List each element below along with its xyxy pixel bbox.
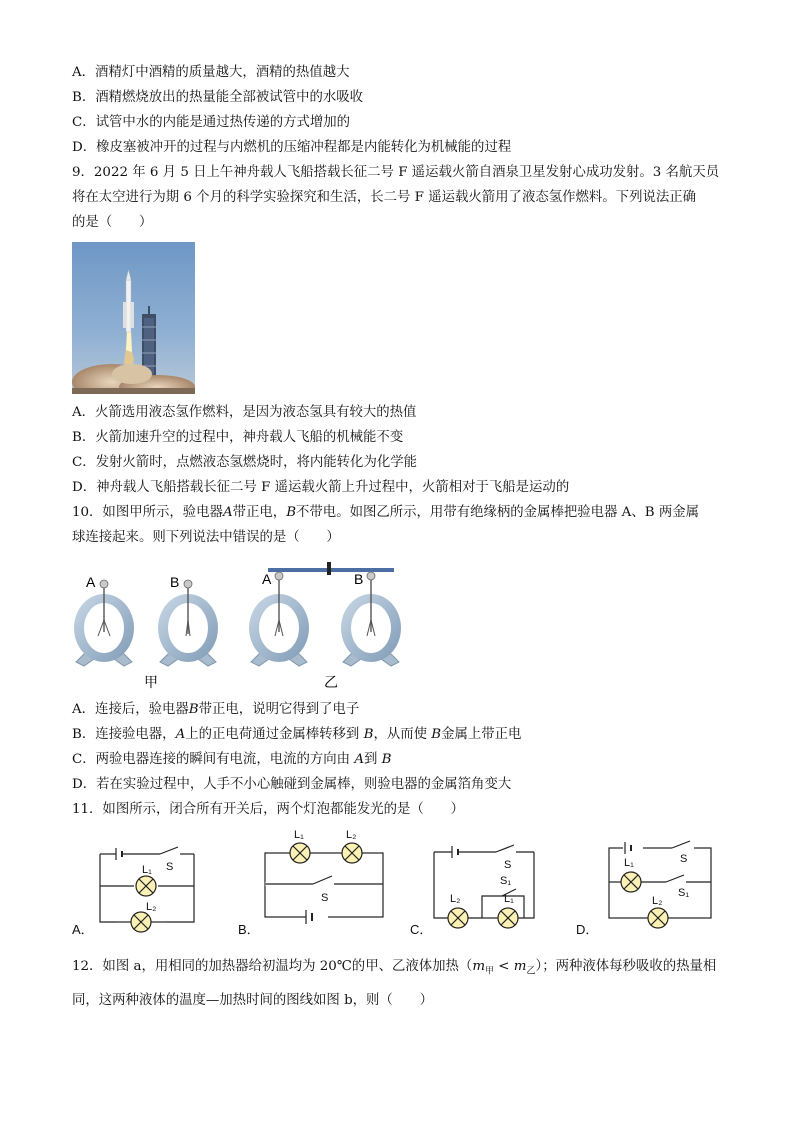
- circuit-c-l2-label: L₂: [450, 893, 461, 905]
- q11-stem: 11．如图所示，闭合所有开关后，两个灯泡都能发光的是（ ）: [72, 802, 464, 817]
- circuit-a-l1-label: L₁: [142, 864, 152, 876]
- q9-stem-line3: 的是（ ）: [72, 215, 153, 230]
- circuit-b-l2-label: L₂: [346, 829, 357, 841]
- circuit-c-s-label: S: [504, 859, 512, 871]
- label-jia: 甲: [144, 674, 158, 690]
- q10-option-d: D．若在实验过程中，人手不小心触碰到金属棒，则验电器的金属箔角变大: [72, 777, 512, 792]
- electroscope-b-yi: [341, 572, 401, 666]
- q9-option-b: B．火箭加速升空的过程中，神舟载人飞船的机械能不变: [72, 430, 404, 445]
- label-a-yi: A: [262, 571, 272, 587]
- label-yi: 乙: [324, 674, 338, 690]
- q8-option-b: B．酒精燃烧放出的热量能全部被试管中的水吸收: [72, 90, 364, 105]
- circuit-d-s1-label: S₁: [678, 887, 690, 899]
- q10-stem-line2: 球连接起来。则下列说法中错误的是（ ）: [72, 530, 340, 545]
- electroscope-b-jia: [158, 580, 218, 666]
- q10-option-c: C．两验电器连接的瞬间有电流，电流的方向由 A到 B: [72, 752, 392, 767]
- circuit-a-l2-label: L₂: [146, 901, 157, 913]
- q8-option-d: D．橡皮塞被冲开的过程与内燃机的压缩冲程都是内能转化为机械能的过程: [72, 140, 512, 155]
- circuit-d: [609, 841, 711, 928]
- circuit-b: [265, 843, 383, 924]
- q10-option-a: A．连接后，验电器B带正电，说明它得到了电子: [72, 702, 360, 717]
- q10-stem-line1: 10．如图甲所示，验电器A带正电，B不带电。如图乙所示，用带有绝缘柄的金属棒把验电器 A、B 两金属: [72, 505, 699, 520]
- q10-option-b: B．连接验电器，A上的正电荷通过金属棒转移到 B，从而使 B金属上带正电: [72, 727, 522, 742]
- circuit-d-s-label: S: [680, 853, 688, 865]
- label-a-jia: A: [86, 574, 96, 590]
- circuit-d-l2-label: L₂: [652, 895, 663, 907]
- q8-option-a: A．酒精灯中酒精的质量越大，酒精的热值越大: [72, 65, 350, 80]
- circuit-a-s-label: S: [166, 861, 174, 873]
- circuit-b-option-label: B．: [238, 922, 260, 937]
- circuit-d-option-label: D．: [576, 922, 599, 937]
- circuit-figures: [68, 826, 728, 942]
- q9-stem-line1: 9．2022 年 6 月 5 日上午神舟载人飞船搭载长征二号 F 遥运载火箭自酒泉卫星发射心成功发射。3 名航天员: [72, 165, 720, 180]
- circuit-c-s1-label: S₁: [500, 875, 512, 887]
- label-b-yi: B: [354, 571, 364, 587]
- circuit-d-l1-label: L₁: [624, 857, 634, 869]
- label-b-jia: B: [170, 574, 180, 590]
- electroscope-a-jia: [74, 580, 134, 666]
- q8-option-c: C．试管中水的内能是通过热传递的方式增加的: [72, 115, 351, 130]
- circuit-b-l1-label: L₁: [294, 829, 304, 841]
- rocket-launch-photo: [72, 242, 195, 394]
- insulating-handle: [327, 562, 331, 575]
- circuit-c: [434, 845, 534, 928]
- q9-stem-line2: 将在太空进行为期 6 个月的科学实验探究和生活，长二号 F 遥运载火箭用了液态氢作燃料。下列说法正确: [72, 190, 697, 205]
- circuit-a-option-label: A．: [72, 922, 94, 937]
- q12-stem-line1: 12．如图 a，用相同的加热器给初温均为 20℃的甲、乙液体加热$(m_甲 < m_乙)$；两种液体每秒吸收的热量相: [72, 959, 717, 977]
- q9-option-d: D．神舟载人飞船搭载长征二号 F 遥运载火箭上升过程中，火箭相对于飞船是运动的: [72, 480, 570, 495]
- q9-option-c: C．发射火箭时，点燃液态氢燃烧时，将内能转化为化学能: [72, 455, 418, 470]
- circuit-c-l1-label: L₁: [504, 893, 514, 905]
- q9-option-a: A．火箭选用液态氢作燃料，是因为液态氢具有较大的热值: [72, 405, 417, 420]
- electroscope-figure: [68, 560, 408, 692]
- electroscope-a-yi: [249, 572, 309, 666]
- q12-stem-line2: 同，这两种液体的温度—加热时间的图线如图 b，则（ ）: [72, 993, 433, 1008]
- circuit-c-option-label: C．: [410, 922, 433, 937]
- circuit-b-s-label: S: [321, 892, 329, 904]
- circuit-a: [100, 847, 194, 932]
